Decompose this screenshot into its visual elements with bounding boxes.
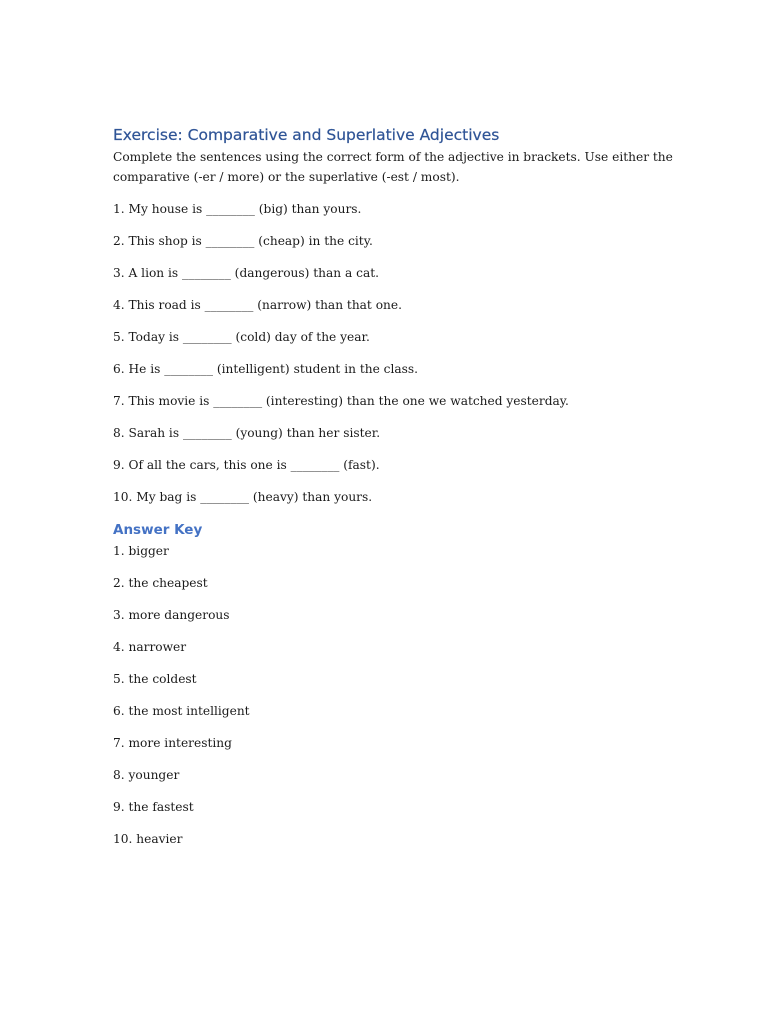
question-item: 6. He is ________ (intelligent) student in the class. (113, 362, 419, 376)
answer-item: 3. more dangerous (113, 608, 230, 622)
answer-list (113, 541, 673, 849)
answer-key-heading: Answer Key (113, 522, 203, 538)
question-item: 4. This road is ________ (narrow) than that one. (113, 298, 402, 312)
question-item: 8. Sarah is ________ (young) than her sister. (113, 426, 381, 440)
question-list (113, 199, 673, 507)
answer-item: 9. the fastest (113, 800, 194, 814)
answer-item: 5. the coldest (113, 672, 197, 686)
question-item: 1. My house is ________ (big) than yours. (113, 202, 362, 216)
question-item: 5. Today is ________ (cold) day of the year. (113, 330, 370, 344)
question-item: 3. A lion is ________ (dangerous) than a cat. (113, 266, 380, 280)
answer-item: 1. bigger (113, 544, 169, 558)
answer-item: 7. more interesting (113, 736, 232, 750)
answer-item: 2. the cheapest (113, 576, 208, 590)
question-item: 7. This movie is ________ (interesting) than the one we watched yesterday. (113, 394, 569, 408)
question-item: 10. My bag is ________ (heavy) than yours. (113, 490, 373, 504)
answer-item: 10. heavier (113, 832, 183, 846)
exercise-title: Exercise: Comparative and Superlative Adjectives (113, 126, 500, 144)
document-page (113, 124, 673, 849)
answer-item: 4. narrower (113, 640, 187, 654)
instructions-text: Complete the sentences using the correct form of the adjective in brackets. Use either the comparative (-er / more) or the superlative (-est / most). (113, 150, 673, 184)
question-item: 2. This shop is ________ (cheap) in the city. (113, 234, 373, 248)
answer-item: 6. the most intelligent (113, 704, 250, 718)
answer-item: 8. younger (113, 768, 180, 782)
question-item: 9. Of all the cars, this one is ________ (fast). (113, 458, 380, 472)
